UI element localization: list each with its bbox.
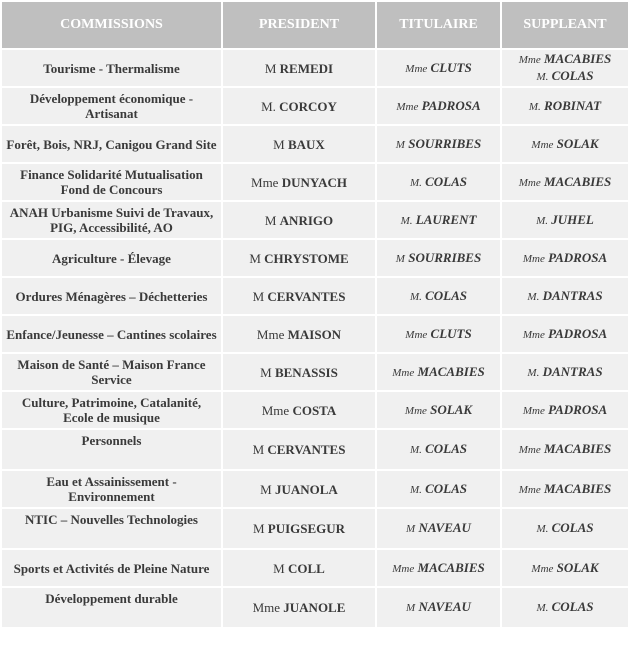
person-title: Mme	[518, 54, 541, 66]
person-surname: ROBINAT	[544, 97, 602, 113]
table-row	[1, 201, 629, 239]
suppleant-cell	[501, 391, 629, 429]
person-surname: MACABIES	[417, 363, 485, 379]
commission-cell: Enfance/Jeunesse – Cantines scolaires	[1, 315, 222, 353]
commission-cell: Eau et Assainissement - Environnement	[1, 470, 222, 508]
person-name	[381, 250, 496, 267]
person-surname: SOLAK	[430, 401, 473, 417]
person-title: Mme	[392, 366, 415, 379]
person-title: Mme	[261, 402, 290, 418]
person-name	[506, 288, 624, 305]
person-surname: CERVANTES	[267, 288, 346, 304]
person-name	[381, 288, 496, 305]
person-name	[227, 365, 371, 380]
person-surname: ANRIGO	[279, 212, 334, 228]
president-cell	[222, 315, 376, 353]
person-title: M	[273, 136, 285, 152]
person-surname: CORCOY	[279, 98, 337, 114]
person-title: M	[249, 250, 261, 266]
table-row	[1, 353, 629, 391]
table-row	[1, 549, 629, 587]
person-name	[506, 51, 624, 68]
person-title: Mme	[251, 174, 279, 190]
person-surname: DANTRAS	[542, 363, 603, 379]
person-surname: DUNYACH	[281, 174, 347, 190]
titulaire-cell	[376, 508, 501, 549]
person-surname: COLAS	[551, 68, 594, 83]
person-title: Mme	[396, 100, 419, 113]
titulaire-cell	[376, 315, 501, 353]
person-surname: SOLAK	[556, 559, 599, 575]
person-name	[506, 481, 624, 498]
commission-cell: Finance Solidarité Mutualisation Fond de Concours	[1, 163, 222, 201]
person-title: M.	[536, 523, 549, 535]
person-title: Mme	[252, 600, 281, 615]
person-name	[506, 68, 624, 85]
person-title: M	[264, 60, 277, 76]
person-name	[227, 327, 371, 342]
person-surname: PADROSA	[548, 249, 608, 265]
person-name	[227, 175, 371, 190]
person-surname: COLAS	[425, 441, 468, 456]
titulaire-cell	[376, 239, 501, 277]
titulaire-cell	[376, 201, 501, 239]
person-name	[381, 60, 496, 77]
president-cell	[222, 87, 376, 125]
person-title: M	[395, 138, 405, 151]
person-name	[227, 137, 371, 152]
person-title: Mme	[522, 404, 545, 417]
president-cell	[222, 201, 376, 239]
person-name	[381, 174, 496, 191]
person-name	[227, 442, 371, 457]
person-surname: DANTRAS	[542, 287, 603, 303]
titulaire-cell	[376, 163, 501, 201]
commission-cell: Maison de Santé – Maison France Service	[1, 353, 222, 391]
person-surname: SOURRIBES	[408, 249, 482, 265]
table-row	[1, 239, 629, 277]
person-surname: CLUTS	[430, 325, 472, 341]
person-surname: COLAS	[425, 173, 468, 189]
person-title: M.	[409, 176, 422, 189]
person-name	[227, 251, 371, 266]
person-title: M.	[409, 444, 422, 456]
commission-cell: Sports et Activités de Pleine Nature	[1, 549, 222, 587]
person-name	[381, 441, 496, 458]
person-title: Mme	[404, 404, 427, 417]
person-name	[381, 136, 496, 153]
person-name	[381, 212, 496, 229]
suppleant-cell	[501, 277, 629, 315]
person-surname: PADROSA	[421, 97, 481, 113]
person-surname: SOURRIBES	[408, 135, 482, 151]
person-name	[381, 560, 496, 577]
person-name	[506, 520, 624, 537]
table-row	[1, 391, 629, 429]
person-name	[506, 98, 624, 115]
table-row	[1, 125, 629, 163]
commission-cell: ANAH Urbanisme Suivi de Travaux, PIG, Accessibilité, AO	[1, 201, 222, 239]
titulaire-cell	[376, 277, 501, 315]
person-surname: PUIGSEGUR	[267, 521, 346, 536]
commission-cell: Développement économique - Artisanat	[1, 87, 222, 125]
commission-cell: Ordures Ménagères – Déchetteries	[1, 277, 222, 315]
president-cell	[222, 353, 376, 391]
commission-cell: Tourisme - Thermalisme	[1, 49, 222, 87]
person-surname: JUANOLA	[274, 481, 338, 497]
person-title: Mme	[518, 176, 541, 189]
person-title: M.	[527, 290, 540, 303]
person-surname: COLAS	[551, 520, 594, 535]
person-title: Mme	[256, 326, 285, 342]
person-title: M	[252, 521, 265, 536]
person-name	[506, 599, 624, 616]
person-name	[506, 326, 624, 343]
person-name	[227, 521, 371, 536]
suppleant-cell	[501, 87, 629, 125]
president-cell	[222, 508, 376, 549]
suppleant-cell	[501, 125, 629, 163]
person-title: M.	[528, 100, 541, 113]
person-title: Mme	[392, 562, 415, 575]
person-surname: COLAS	[425, 287, 468, 303]
person-name	[381, 326, 496, 343]
suppleant-cell	[501, 315, 629, 353]
person-title: M	[260, 481, 272, 497]
president-cell	[222, 391, 376, 429]
president-cell	[222, 470, 376, 508]
titulaire-cell	[376, 429, 501, 470]
titulaire-cell	[376, 391, 501, 429]
person-surname: NAVEAU	[418, 520, 471, 535]
person-name	[381, 599, 496, 616]
suppleant-cell	[501, 429, 629, 470]
person-surname: PADROSA	[548, 401, 608, 417]
suppleant-cell	[501, 163, 629, 201]
person-title: Mme	[405, 328, 428, 341]
header-row	[1, 1, 629, 49]
person-name	[506, 212, 624, 229]
person-surname: BENASSIS	[274, 364, 338, 380]
person-title: M	[264, 212, 277, 228]
person-title: M.	[409, 290, 422, 303]
suppleant-cell	[501, 470, 629, 508]
person-surname: MAISON	[287, 326, 342, 342]
person-surname: NAVEAU	[418, 599, 471, 614]
person-surname: MACABIES	[417, 559, 485, 575]
header-titulaire: TITULAIRE	[376, 1, 501, 49]
suppleant-cell	[501, 549, 629, 587]
person-name	[227, 61, 371, 76]
person-name	[381, 520, 496, 537]
commission-cell: Développement durable	[1, 587, 222, 628]
commission-cell: Agriculture - Élevage	[1, 239, 222, 277]
president-cell	[222, 125, 376, 163]
person-name	[506, 136, 624, 153]
president-cell	[222, 239, 376, 277]
president-cell	[222, 549, 376, 587]
suppleant-cell	[501, 587, 629, 628]
table-row	[1, 163, 629, 201]
header-suppleant: SUPPLEANT	[501, 1, 629, 49]
person-surname: CLUTS	[430, 59, 472, 75]
person-name	[506, 364, 624, 381]
person-title: M	[252, 288, 265, 304]
person-surname: COLAS	[551, 599, 594, 614]
suppleant-cell	[501, 201, 629, 239]
person-title: M.	[536, 71, 549, 83]
suppleant-cell	[501, 49, 629, 87]
titulaire-cell	[376, 49, 501, 87]
titulaire-cell	[376, 87, 501, 125]
person-title: M	[273, 560, 285, 576]
person-title: Mme	[518, 444, 541, 456]
president-cell	[222, 587, 376, 628]
person-surname: BAUX	[287, 136, 325, 152]
person-surname: MACABIES	[544, 173, 612, 189]
person-name	[227, 600, 371, 615]
person-title: M	[260, 364, 272, 380]
person-title: Mme	[531, 138, 554, 151]
person-surname: CERVANTES	[267, 442, 346, 457]
person-title: Mme	[405, 62, 428, 75]
person-name	[506, 174, 624, 191]
person-title: M.	[536, 602, 549, 614]
header-commissions: COMMISSIONS	[1, 1, 222, 49]
president-cell	[222, 429, 376, 470]
person-title: M.	[527, 366, 540, 379]
titulaire-cell	[376, 549, 501, 587]
person-title: M.	[536, 214, 549, 227]
table-row	[1, 49, 629, 87]
person-surname: SOLAK	[556, 135, 599, 151]
person-title: M.	[261, 98, 276, 114]
commission-cell: Culture, Patrimoine, Catalanité, Ecole de musique	[1, 391, 222, 429]
person-name	[381, 98, 496, 115]
president-cell	[222, 277, 376, 315]
person-title: M.	[400, 214, 413, 227]
person-surname: COSTA	[292, 402, 337, 418]
table-body	[1, 49, 629, 628]
person-name	[506, 441, 624, 458]
titulaire-cell	[376, 125, 501, 163]
suppleant-cell	[501, 508, 629, 549]
person-surname: COLAS	[425, 480, 468, 496]
president-cell	[222, 49, 376, 87]
commission-cell: Forêt, Bois, NRJ, Canigou Grand Site	[1, 125, 222, 163]
table-row	[1, 508, 629, 549]
commission-cell: NTIC – Nouvelles Technologies	[1, 508, 222, 549]
person-title: M.	[409, 483, 422, 496]
person-name	[506, 250, 624, 267]
table-row	[1, 315, 629, 353]
person-name	[227, 482, 371, 497]
person-name	[506, 402, 624, 419]
person-title: M	[406, 602, 416, 614]
suppleant-cell	[501, 353, 629, 391]
person-name	[381, 402, 496, 419]
table-row	[1, 429, 629, 470]
person-title: M	[252, 442, 265, 457]
titulaire-cell	[376, 587, 501, 628]
person-name	[227, 99, 371, 114]
person-name	[227, 289, 371, 304]
person-surname: MACABIES	[544, 51, 612, 66]
person-name	[227, 561, 371, 576]
person-surname: COLL	[287, 560, 325, 576]
person-surname: LAURENT	[415, 211, 477, 227]
table-row	[1, 87, 629, 125]
header-president: PRESIDENT	[222, 1, 376, 49]
person-surname: JUANOLE	[283, 600, 346, 615]
person-name	[381, 481, 496, 498]
person-surname: PADROSA	[548, 325, 608, 341]
person-name	[506, 560, 624, 577]
person-surname: JUHEL	[551, 211, 594, 227]
person-name	[227, 403, 371, 418]
commission-cell: Personnels	[1, 429, 222, 470]
person-name	[227, 213, 371, 228]
president-cell	[222, 163, 376, 201]
person-title: Mme	[522, 328, 545, 341]
person-title: Mme	[518, 483, 541, 496]
person-surname: CHRYSTOME	[264, 250, 349, 266]
person-title: Mme	[522, 252, 545, 265]
person-title: M	[395, 252, 405, 265]
person-title: M	[406, 523, 416, 535]
titulaire-cell	[376, 470, 501, 508]
suppleant-cell	[501, 239, 629, 277]
titulaire-cell	[376, 353, 501, 391]
person-title: Mme	[531, 562, 554, 575]
person-surname: MACABIES	[544, 441, 612, 456]
person-name	[381, 364, 496, 381]
person-surname: REMEDI	[279, 60, 334, 76]
table-row	[1, 470, 629, 508]
table-row	[1, 277, 629, 315]
table-row	[1, 587, 629, 628]
person-surname: MACABIES	[544, 480, 612, 496]
